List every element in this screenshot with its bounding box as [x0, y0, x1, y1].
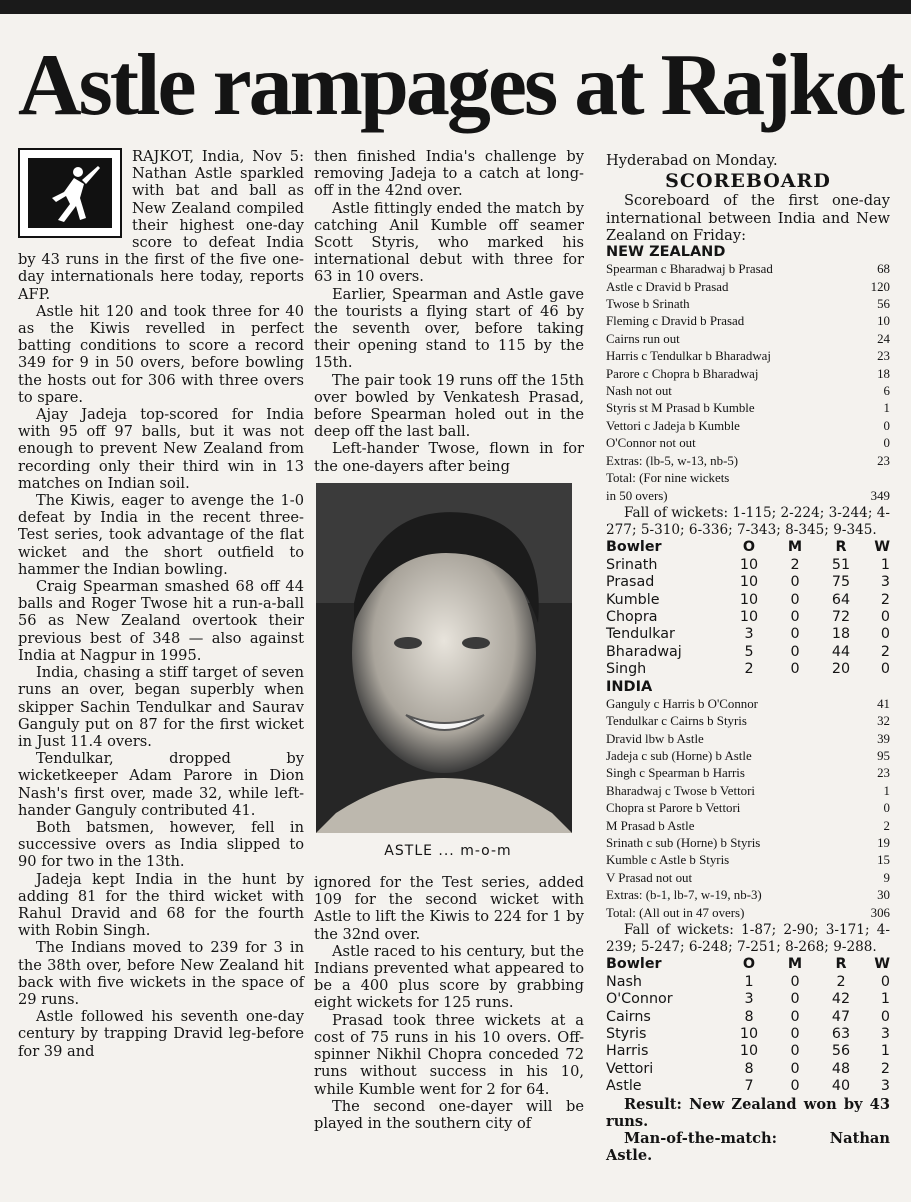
- batsman-runs: 0: [883, 801, 890, 816]
- nz-total-row-2: [606, 488, 890, 505]
- batting-row: [606, 261, 890, 278]
- batsman-runs: 2: [883, 818, 890, 833]
- article-paragraph: Jadeja kept India in the hunt by adding 81 for the third wicket with Rahul Dravid and 68 for the fourth with Robin Singh.: [18, 870, 304, 940]
- bowling-r: 75: [831, 574, 851, 591]
- bowling-w: 0: [880, 973, 890, 990]
- bowling-name: Cairns: [606, 1008, 651, 1025]
- bowling-o: 10: [739, 1043, 759, 1060]
- bowling-row: [606, 644, 890, 661]
- bowling-row: [606, 626, 890, 643]
- bowling-o: O: [742, 539, 756, 556]
- bowling-name: Singh: [606, 661, 647, 678]
- bowling-m: 0: [790, 643, 800, 660]
- bowling-o: 7: [744, 1078, 754, 1095]
- bowling-o: 10: [739, 556, 759, 573]
- bowling-m: 0: [790, 591, 800, 608]
- batting-row: [606, 348, 890, 365]
- bowling-header-row: [606, 539, 890, 556]
- bowling-row: [606, 1061, 890, 1078]
- nz-total-label-2: in 50 overs): [606, 488, 668, 503]
- bowling-header-row: [606, 956, 890, 973]
- bowling-r: 18: [831, 626, 851, 643]
- batsman-runs: 120: [870, 279, 890, 294]
- team-heading-nz: NEW ZEALAND: [606, 244, 726, 261]
- headline: Astle rampages at Rajkot: [18, 37, 902, 134]
- bowling-r: 63: [831, 1026, 851, 1043]
- bowling-m: 2: [790, 556, 800, 573]
- bowling-m: 0: [790, 1078, 800, 1095]
- batsman-dismissal: Harris c Tendulkar b Bharadwaj: [606, 349, 771, 364]
- top-border-bar: [0, 0, 911, 14]
- batsman-dismissal: Dravid lbw b Astle: [606, 731, 704, 746]
- nz-fall-of-wickets: Fall of wickets: 1-115; 2-224; 3-244; 4-277; 5-310; 6-336; 7-343; 8-345; 9-345.: [606, 504, 890, 539]
- batsman-dismissal: Styris st M Prasad b Kumble: [606, 401, 755, 416]
- batting-row: [606, 400, 890, 417]
- bowling-m: M: [787, 539, 803, 556]
- article-paragraph: Tendulkar, dropped by wicketkeeper Adam Parore in Dion Nash's first over, made 32, while left-hander Ganguly contributed 41.: [18, 750, 304, 819]
- bowling-m: 0: [790, 608, 800, 625]
- india-fall-of-wickets: Fall of wickets: 1-87; 2-90; 3-171; 4-239; 5-247; 6-248; 7-251; 8-268; 9-288.: [606, 922, 890, 956]
- batsman-dismissal: Astle c Dravid b Prasad: [606, 279, 729, 294]
- scoreboard-column: [606, 152, 890, 1165]
- batting-row: [606, 887, 890, 904]
- bowling-r: 40: [831, 1078, 851, 1095]
- batsman-dismissal: Spearman c Bharadwaj b Prasad: [606, 262, 773, 277]
- batting-row: [606, 748, 890, 765]
- bowling-o: 10: [739, 1026, 759, 1043]
- batsman-dismissal: Extras: (b-1, lb-7, w-19, nb-3): [606, 888, 762, 903]
- bowling-r: 48: [831, 1060, 851, 1077]
- batsman-dismissal: Tendulkar c Cairns b Styris: [606, 714, 747, 729]
- bowling-m: 0: [790, 1043, 800, 1060]
- bowling-r: 2: [836, 973, 846, 990]
- batsman-runs: 0: [883, 436, 890, 451]
- bowling-o: 3: [744, 991, 754, 1008]
- article-paragraph: Astle raced to his century, but the Indians prevented what appeared to be a 400 plus score by grabbing eight wickets for 125 runs.: [314, 942, 584, 1012]
- batsman-dismissal: O'Connor not out: [606, 436, 696, 451]
- batsman-dismissal: Singh c Spearman b Harris: [606, 766, 745, 781]
- bowling-o: 5: [744, 643, 754, 660]
- batsman-dismissal: Twose b Srinath: [606, 297, 690, 312]
- batsman-runs: 0: [883, 418, 890, 433]
- team-heading-india: INDIA: [606, 678, 653, 695]
- bowling-row: [606, 592, 890, 609]
- batsman-dismissal: Chopra st Parore b Vettori: [606, 801, 741, 816]
- bowling-m: 0: [790, 574, 800, 591]
- bowling-w: 0: [880, 661, 890, 678]
- batsman-runs: 56: [877, 297, 890, 312]
- bowling-name: Vettori: [606, 1060, 654, 1077]
- man-of-the-match: Man-of-the-match: Nathan Astle.: [606, 1130, 890, 1165]
- scoreboard-intro: Scoreboard of the first one-day international between India and New Zealand on Friday:: [606, 192, 890, 244]
- batsman-dismissal: Total: (All out in 47 overs): [606, 905, 745, 920]
- batting-row: [606, 418, 890, 435]
- batting-row: [606, 800, 890, 817]
- batting-row: [606, 383, 890, 400]
- bowling-w: 0: [880, 608, 890, 625]
- bowling-o: 8: [744, 1008, 754, 1025]
- bowling-o: 10: [739, 608, 759, 625]
- bowling-m: M: [787, 956, 803, 973]
- nz-total-label: Total: (For nine wickets: [606, 471, 730, 486]
- bowling-r: 51: [831, 556, 851, 573]
- bowling-name: Styris: [606, 1026, 647, 1043]
- bowling-m: 0: [790, 991, 800, 1008]
- bowling-row: [606, 1009, 890, 1026]
- article-paragraph: The second one-dayer will be played in the southern city of: [314, 1097, 584, 1132]
- batsman-dismissal: Cairns run out: [606, 331, 680, 346]
- bowling-m: 0: [790, 626, 800, 643]
- batsman-runs: 23: [877, 766, 890, 781]
- batsman-dismissal: Bharadwaj c Twose b Vettori: [606, 783, 755, 798]
- bowling-r: 72: [831, 608, 851, 625]
- batsman-runs: 68: [877, 262, 890, 277]
- batsman-dismissal: Jadeja c sub (Horne) b Astle: [606, 748, 752, 763]
- batting-row: [606, 765, 890, 782]
- bowling-r: 20: [831, 661, 851, 678]
- bowling-row: [606, 574, 890, 591]
- bowling-o: O: [742, 956, 756, 973]
- batting-row: [606, 279, 890, 296]
- batting-row: [606, 870, 890, 887]
- match-result: Result: New Zealand won by 43 runs.: [606, 1095, 890, 1130]
- batsman-runs: 32: [877, 714, 890, 729]
- batsman-runs: 1: [883, 401, 890, 416]
- article-text-col2-top: [314, 148, 584, 475]
- batting-row: [606, 835, 890, 852]
- batting-row: [606, 696, 890, 713]
- batsman-dismissal: Ganguly c Harris b O'Connor: [606, 696, 758, 711]
- bowling-name: Bharadwaj: [606, 643, 682, 660]
- article-paragraph: Prasad took three wickets at a cost of 75 runs in his 10 overs. Off-spinner Nikhil Chopra conceded 72 runs without success in his 10, while Kumble went for 2 for 64.: [314, 1011, 584, 1098]
- batting-row: [606, 453, 890, 470]
- bowling-w: 1: [880, 991, 890, 1008]
- batsman-runs: 15: [877, 853, 890, 868]
- nz-batting-table: [606, 261, 890, 470]
- bowling-r: 64: [831, 591, 851, 608]
- nz-total-row: [606, 470, 890, 487]
- india-bowling-table: [606, 956, 890, 1095]
- bowling-r: 56: [831, 1043, 851, 1060]
- article-paragraph: Astle fittingly ended the match by catching Anil Kumble off seamer Scott Styris, who marked his international debut with three for 63 in 10 overs.: [314, 199, 584, 286]
- cricket-logo-icon: [18, 148, 122, 238]
- batsman-dismissal: V Prasad not out: [606, 870, 693, 885]
- batsman-runs: 306: [870, 905, 890, 920]
- scoreboard-title: SCOREBOARD: [665, 170, 831, 193]
- bowling-name: Prasad: [606, 574, 655, 591]
- article-paragraph: The pair took 19 runs off the 15th over bowled by Venkatesh Prasad, before Spearman holed out in the deep off the last ball.: [314, 371, 584, 441]
- nz-bowling-table: [606, 539, 890, 678]
- batting-row: [606, 331, 890, 348]
- batting-row: [606, 731, 890, 748]
- bowling-r: R: [835, 956, 847, 973]
- bowling-m: 0: [790, 973, 800, 990]
- batting-row: [606, 818, 890, 835]
- bowling-m: 0: [790, 1060, 800, 1077]
- bowling-name: O'Connor: [606, 991, 673, 1008]
- bowling-w: 2: [880, 591, 890, 608]
- bowling-name: Bowler: [606, 956, 662, 973]
- player-photo-block: [316, 483, 580, 860]
- batsman-runs: 18: [877, 366, 890, 381]
- bowling-name: Kumble: [606, 591, 660, 608]
- bowling-r: 42: [831, 991, 851, 1008]
- bowling-name: Harris: [606, 1043, 649, 1060]
- batting-row: [606, 783, 890, 800]
- bowling-name: Astle: [606, 1078, 642, 1095]
- article-text-col1: [18, 148, 304, 1060]
- article-paragraph: RAJKOT, India, Nov 5: Nathan Astle sparkled with bat and ball as New Zealand compiled their highest one-day score to defeat India by 43 runs in the first of the five one-day internationals here today, reports AFP.: [18, 148, 304, 303]
- bowling-r: 44: [831, 643, 851, 660]
- batting-row: [606, 713, 890, 730]
- batsman-dismissal: Srinath c sub (Horne) b Styris: [606, 836, 761, 851]
- bowling-m: 0: [790, 1026, 800, 1043]
- bowling-row: [606, 609, 890, 626]
- bowling-o: 3: [744, 626, 754, 643]
- article-paragraph: Astle hit 120 and took three for 40 as the Kiwis revelled in perfect batting conditions to score a record 349 for 9 in 50 overs, before bowling the hosts out for 306 with three overs to spare.: [18, 302, 304, 406]
- article-paragraph: then finished India's challenge by removing Jadeja to a catch at long-off in the 42nd over.: [314, 148, 584, 200]
- bowling-m: 0: [790, 1008, 800, 1025]
- bowling-w: 2: [880, 643, 890, 660]
- bowling-o: 10: [739, 574, 759, 591]
- bowling-row: [606, 661, 890, 678]
- article-text-col2-bottom: [314, 874, 584, 1132]
- article-paragraph: India, chasing a stiff target of seven runs an over, began superbly when skipper Sachin Tendulkar and Saurav Ganguly put on 87 for the first wicket in Just 11.4 overs.: [18, 664, 304, 750]
- batsman-runs: 1: [883, 783, 890, 798]
- bowling-w: 3: [880, 1078, 890, 1095]
- batsman-runs: 23: [877, 453, 890, 468]
- bowling-w: 2: [880, 1060, 890, 1077]
- article-paragraph: Earlier, Spearman and Astle gave the tourists a flying start of 46 by the seventh over, before taking their opening stand to 115 by the 15th.: [314, 285, 584, 372]
- batsman-runs: 10: [877, 314, 890, 329]
- bowling-row: [606, 1078, 890, 1095]
- batsman-runs: 6: [883, 384, 890, 399]
- article-paragraph: ignored for the Test series, added 109 for the second wicket with Astle to lift the Kiwis to 224 for 1 by the 32nd over.: [314, 874, 584, 943]
- batting-row: [606, 852, 890, 869]
- batsman-runs: 23: [877, 349, 890, 364]
- article-paragraph: Ajay Jadeja top-scored for India with 95 off 97 balls, but it was not enough to prevent New Zealand from recording only their third win in 13 matches on Indian soil.: [18, 406, 304, 492]
- batsman-runs: 9: [883, 870, 890, 885]
- bowling-w: 0: [880, 1008, 890, 1025]
- article-paragraph: Both batsmen, however, fell in successive overs as India slipped to 90 for two in the 13th.: [18, 818, 304, 871]
- article-paragraph: The Kiwis, eager to avenge the 1-0 defeat by India in the recent three-Test series, took advantage of the flat wicket and the short outfield to hammer the Indian bowling.: [18, 492, 304, 578]
- bowling-row: [606, 1043, 890, 1060]
- bowling-r: R: [835, 539, 847, 556]
- batsman-dismissal: Extras: (lb-5, w-13, nb-5): [606, 453, 739, 468]
- bowling-name: Chopra: [606, 608, 658, 625]
- india-batting-table: [606, 696, 890, 922]
- bowling-o: 2: [744, 661, 754, 678]
- bowling-o: 10: [739, 591, 759, 608]
- batsman-runs: 95: [877, 748, 890, 763]
- bowling-w: 1: [880, 1043, 890, 1060]
- article-paragraph: Craig Spearman smashed 68 off 44 balls and Roger Twose hit a run-a-ball 56 as New Zealand overtook their previous best of 348 — also against India at Nagpur in 1995.: [18, 578, 304, 664]
- batting-row: [606, 296, 890, 313]
- batting-row: [606, 366, 890, 383]
- bowling-name: Srinath: [606, 556, 658, 573]
- article-continuation: Hyderabad on Monday.: [606, 152, 778, 169]
- bowling-name: Nash: [606, 973, 642, 990]
- batting-row: [606, 435, 890, 452]
- nz-total-runs: 349: [870, 488, 890, 503]
- player-portrait-photo: [316, 483, 572, 833]
- article-column-1: [18, 148, 304, 1060]
- article-paragraph: The Indians moved to 239 for 3 in the 38th over, before New Zealand hit back with five wickets in the space of 29 runs.: [18, 939, 304, 1008]
- bowling-row: [606, 557, 890, 574]
- article-paragraph: Astle followed his seventh one-day century by trapping Dravid leg-before for 39 and: [18, 1008, 304, 1060]
- bowling-w: 3: [880, 574, 890, 591]
- batsman-dismissal: M Prasad b Astle: [606, 818, 695, 833]
- bowling-w: W: [874, 539, 890, 556]
- bowling-w: W: [874, 956, 890, 973]
- bowling-w: 3: [880, 1026, 890, 1043]
- photo-caption: ASTLE ... m-o-m: [384, 842, 512, 859]
- batsman-dismissal: Parore c Chopra b Bharadwaj: [606, 366, 759, 381]
- batsman-runs: 41: [877, 696, 890, 711]
- batsman-runs: 30: [877, 888, 890, 903]
- bowling-o: 8: [744, 1060, 754, 1077]
- bowling-w: 1: [880, 556, 890, 573]
- bowling-row: [606, 1026, 890, 1043]
- batsman-runs: 39: [877, 731, 890, 746]
- bowling-row: [606, 974, 890, 991]
- batting-row: [606, 905, 890, 922]
- bowling-o: 1: [744, 973, 754, 990]
- batsman-runs: 24: [877, 331, 890, 346]
- batsman-dismissal: Nash not out: [606, 384, 672, 399]
- bowling-name: Tendulkar: [606, 626, 675, 643]
- batsman-dismissal: Vettori c Jadeja b Kumble: [606, 418, 740, 433]
- bowling-name: Bowler: [606, 539, 662, 556]
- bowling-w: 0: [880, 626, 890, 643]
- batsman-dismissal: Fleming c Dravid b Prasad: [606, 314, 745, 329]
- article-column-2: [314, 148, 584, 1132]
- bowling-r: 47: [831, 1008, 851, 1025]
- bowling-m: 0: [790, 661, 800, 678]
- batting-row: [606, 313, 890, 330]
- bowling-row: [606, 991, 890, 1008]
- article-paragraph: Left-hander Twose, flown in for the one-dayers after being: [314, 440, 584, 475]
- batsman-dismissal: Kumble c Astle b Styris: [606, 853, 730, 868]
- batsman-runs: 19: [877, 836, 890, 851]
